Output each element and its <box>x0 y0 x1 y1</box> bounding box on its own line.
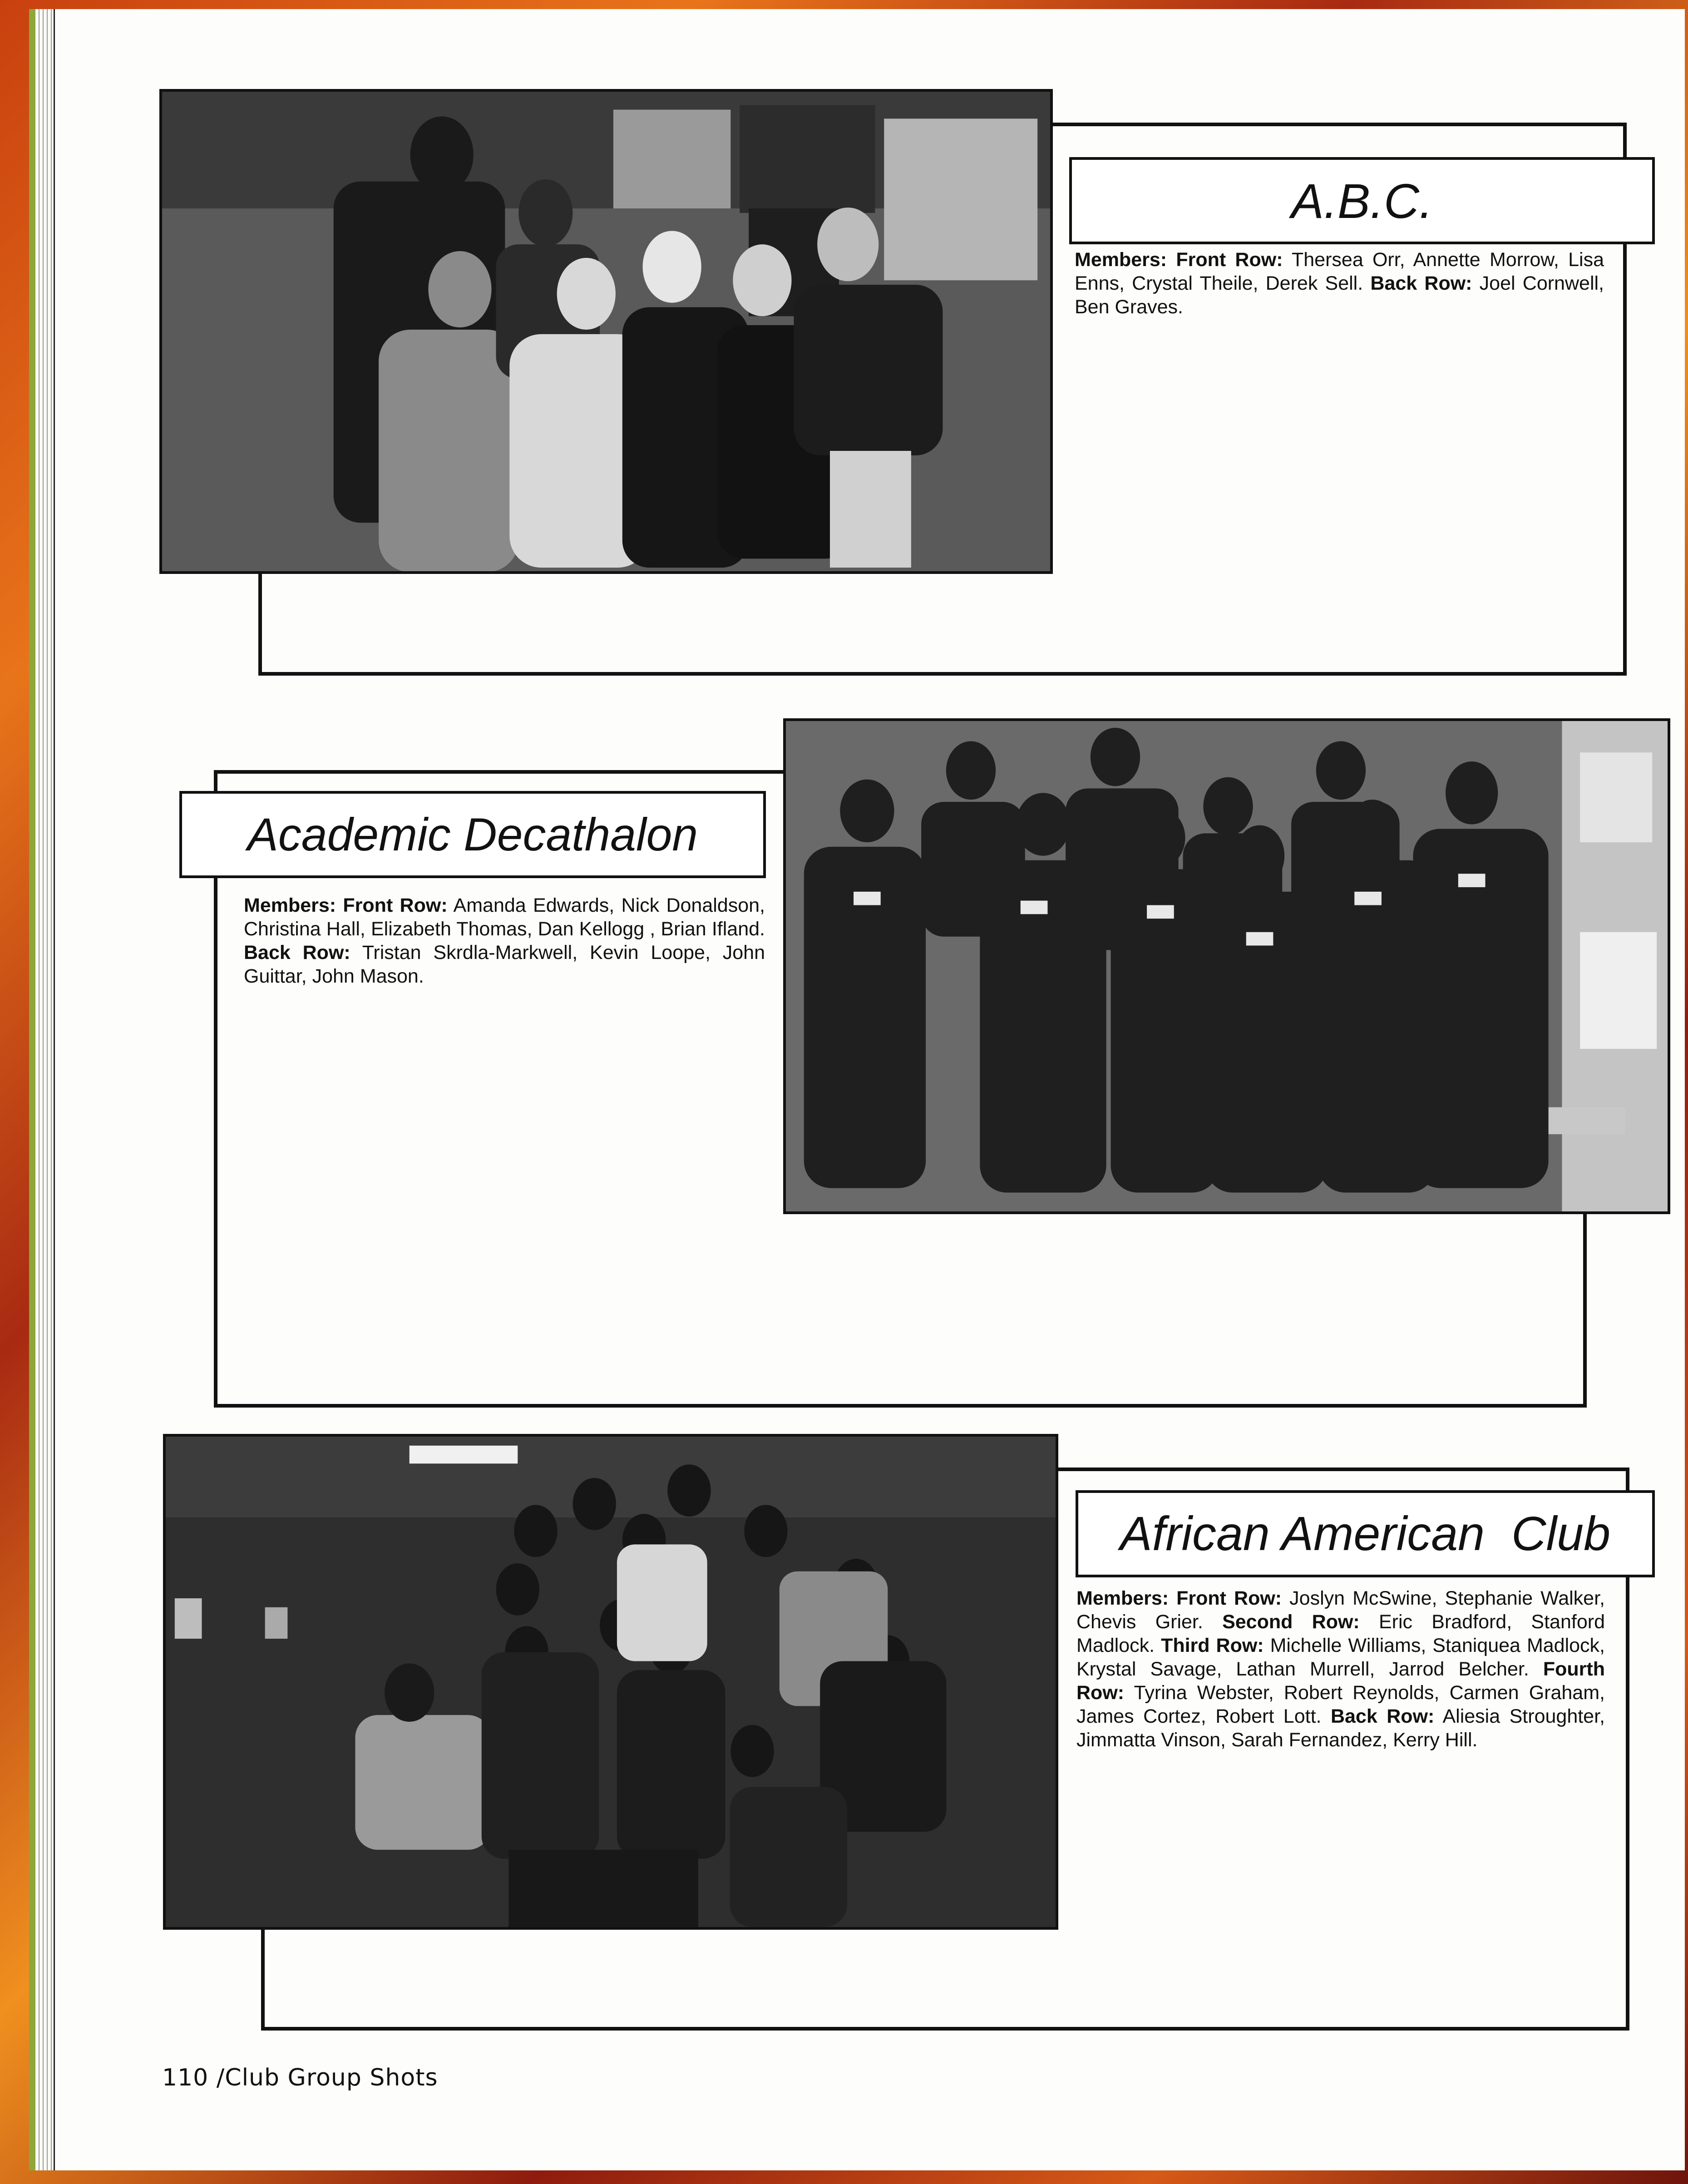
african-american-club-caption-label-2: Second Row: <box>1222 1611 1360 1633</box>
academic-decathalon-caption-label-2: Back Row: <box>244 942 350 964</box>
abc-title <box>1069 157 1655 244</box>
page-folio: 110 /Club Group Shots <box>162 2064 438 2091</box>
yearbook-page <box>54 9 1685 2170</box>
abc-caption-label-2: Back Row: <box>1370 272 1472 294</box>
abc-title-text: A.B.C. <box>1291 173 1433 228</box>
academic-decathalon-caption-text-2: Tristan Skrdla-Markwell, Kevin Loope, John Guittar, John Mason. <box>244 942 765 987</box>
african-american-club-title <box>1076 1490 1655 1577</box>
abc-caption-text-1: Thersea Orr, Annette Morrow, Lisa Enns, Crystal Theile, Derek Sell. <box>1075 249 1604 294</box>
african-american-club-caption-text-2: Eric Bradford, Stanford Madlock. <box>1076 1611 1605 1656</box>
abc-caption-label-1: Members: Front Row: <box>1075 249 1283 271</box>
african-american-club-group-photo <box>163 1434 1058 1930</box>
academic-decathalon-caption <box>244 894 765 988</box>
african-american-club-caption-label-1: Members: Front Row: <box>1076 1587 1282 1609</box>
african-american-club-caption-label-5: Back Row: <box>1330 1705 1435 1727</box>
academic-decathalon-title-text: Academic Decathalon <box>247 808 698 860</box>
african-american-club-caption-label-4: Fourth Row: <box>1076 1658 1605 1704</box>
binder-stripe <box>29 9 35 2170</box>
abc-caption-text-2: Joel Cornwell, Ben Graves. <box>1075 272 1604 318</box>
academic-decathalon-caption-label-1: Members: Front Row: <box>244 894 448 916</box>
african-american-club-caption-text-4: Tyrina Webster, Robert Reynolds, Carmen Graham, James Cortez, Robert Lott. <box>1076 1682 1605 1727</box>
academic-decathalon-title <box>179 791 766 878</box>
academic-decathalon-group-photo <box>783 718 1670 1214</box>
abc-group-photo <box>159 89 1053 574</box>
abc-caption <box>1075 248 1604 319</box>
african-american-club-title-text: African American Club <box>1120 1507 1611 1561</box>
african-american-club-caption <box>1076 1586 1605 1752</box>
academic-decathalon-caption-text-1: Amanda Edwards, Nick Donaldson, Christina Hall, Elizabeth Thomas, Dan Kellogg , Brian Ifland. <box>244 894 765 940</box>
african-american-club-caption-label-3: Third Row: <box>1161 1635 1264 1656</box>
african-american-club-caption-text-3: Michelle Williams, Staniquea Madlock, Krystal Savage, Lathan Murrell, Jarrod Belcher. <box>1076 1635 1605 1680</box>
african-american-club-caption-text-5: Aliesia Stroughter, Jimmatta Vinson, Sarah Fernandez, Kerry Hill. <box>1076 1705 1605 1751</box>
african-american-club-caption-text-1: Joslyn McSwine, Stephanie Walker, Chevis Grier. <box>1076 1587 1605 1633</box>
